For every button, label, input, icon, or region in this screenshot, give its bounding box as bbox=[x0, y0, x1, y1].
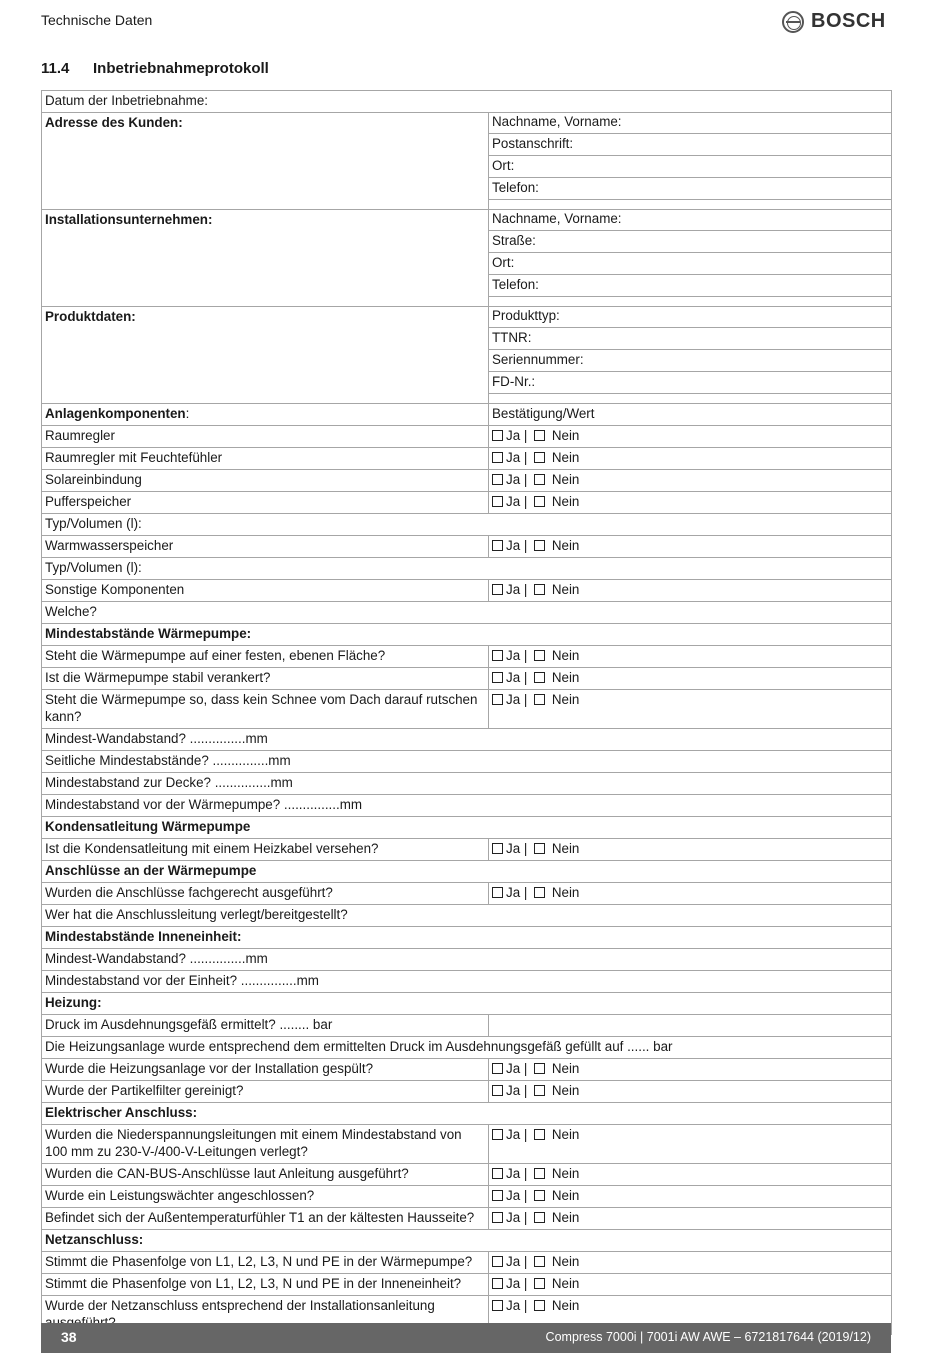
ja-label: Ja bbox=[506, 1276, 521, 1291]
ja-nein-options bbox=[489, 1208, 892, 1230]
question-label: Raumregler bbox=[42, 426, 489, 448]
produkt-fields bbox=[489, 307, 892, 404]
installateur-spacer bbox=[489, 297, 891, 306]
installateur-phone-field[interactable]: Telefon: bbox=[489, 275, 891, 297]
table-row bbox=[42, 668, 892, 690]
table-row bbox=[42, 751, 892, 773]
nein-label: Nein bbox=[551, 450, 580, 465]
nein-checkbox[interactable] bbox=[534, 1278, 545, 1289]
section-header: Mindestabstände Wärmepumpe: bbox=[42, 624, 892, 646]
nein-checkbox[interactable] bbox=[534, 540, 545, 551]
installateur-name-field[interactable]: Nachname, Vorname: bbox=[489, 210, 891, 231]
section-header: Kondensatleitung Wärmepumpe bbox=[42, 817, 892, 839]
question-label: Stimmt die Phasenfolge von L1, L2, L3, N und PE in der Wärmepumpe? bbox=[42, 1252, 489, 1274]
ja-label: Ja bbox=[506, 1061, 521, 1076]
kunde-address-field[interactable]: Postanschrift: bbox=[489, 134, 891, 156]
ja-checkbox[interactable] bbox=[492, 1278, 503, 1289]
table-row bbox=[42, 1208, 892, 1230]
question-label: Ist die Kondensatleitung mit einem Heizkabel versehen? bbox=[42, 839, 489, 861]
ja-label: Ja bbox=[506, 582, 521, 597]
fill-in-field[interactable]: Druck im Ausdehnungsgefäß ermittelt? ........ bar bbox=[42, 1015, 489, 1037]
ja-checkbox[interactable] bbox=[492, 1085, 503, 1096]
table-row-produkt bbox=[42, 307, 892, 404]
table-row bbox=[42, 1186, 892, 1208]
table-row bbox=[42, 729, 892, 751]
nein-label: Nein bbox=[551, 1276, 580, 1291]
option-separator: | bbox=[523, 692, 528, 707]
nein-checkbox[interactable] bbox=[534, 452, 545, 463]
ja-checkbox[interactable] bbox=[492, 694, 503, 705]
nein-label: Nein bbox=[551, 885, 580, 900]
table-row bbox=[42, 602, 892, 624]
section-header: Mindestabstände Inneneinheit: bbox=[42, 927, 892, 949]
option-separator: | bbox=[523, 1061, 528, 1076]
ja-label: Ja bbox=[506, 1166, 521, 1181]
nein-checkbox[interactable] bbox=[534, 1085, 545, 1096]
question-label: Wurde die Heizungsanlage vor der Installation gespült? bbox=[42, 1059, 489, 1081]
column-header-label-bold: Anlagenkomponenten bbox=[45, 406, 186, 421]
option-separator: | bbox=[523, 885, 528, 900]
empty-value-cell[interactable] bbox=[489, 1015, 892, 1037]
question-label: Pufferspeicher bbox=[42, 492, 489, 514]
option-separator: | bbox=[523, 1188, 528, 1203]
table-row bbox=[42, 883, 892, 905]
option-separator: | bbox=[523, 648, 528, 663]
fill-in-field[interactable]: Seitliche Mindestabstände? ...............mm bbox=[42, 751, 892, 773]
table-row bbox=[42, 795, 892, 817]
nein-label: Nein bbox=[551, 1298, 580, 1313]
ja-checkbox[interactable] bbox=[492, 474, 503, 485]
column-header-value: Bestätigung/Wert bbox=[489, 404, 892, 426]
option-separator: | bbox=[523, 538, 528, 553]
fill-in-field[interactable]: Wer hat die Anschlussleitung verlegt/bereitgestellt? bbox=[42, 905, 892, 927]
nein-checkbox[interactable] bbox=[534, 1168, 545, 1179]
produkt-ttnr-field[interactable]: TTNR: bbox=[489, 328, 891, 350]
nein-checkbox[interactable] bbox=[534, 496, 545, 507]
kunde-label: Adresse des Kunden: bbox=[42, 113, 489, 210]
ja-nein-options bbox=[489, 470, 892, 492]
nein-checkbox[interactable] bbox=[534, 672, 545, 683]
option-separator: | bbox=[523, 841, 528, 856]
table-row bbox=[42, 492, 892, 514]
kunde-city-field[interactable]: Ort: bbox=[489, 156, 891, 178]
table-row bbox=[42, 1059, 892, 1081]
kunde-name-field[interactable]: Nachname, Vorname: bbox=[489, 113, 891, 134]
nein-label: Nein bbox=[551, 670, 580, 685]
fill-in-field[interactable]: Mindestabstand vor der Einheit? ...............mm bbox=[42, 971, 892, 993]
question-label: Wurde ein Leistungswächter angeschlossen? bbox=[42, 1186, 489, 1208]
nein-label: Nein bbox=[551, 1127, 580, 1142]
option-separator: | bbox=[523, 670, 528, 685]
ja-nein-options bbox=[489, 536, 892, 558]
ja-checkbox[interactable] bbox=[492, 843, 503, 854]
brand-name: BOSCH bbox=[811, 10, 886, 32]
nein-checkbox[interactable] bbox=[534, 1129, 545, 1140]
table-row bbox=[42, 558, 892, 580]
kunde-phone-field[interactable]: Telefon: bbox=[489, 178, 891, 200]
nein-checkbox[interactable] bbox=[534, 843, 545, 854]
nein-checkbox[interactable] bbox=[534, 694, 545, 705]
section-header: Netzanschluss: bbox=[42, 1230, 892, 1252]
ja-label: Ja bbox=[506, 494, 521, 509]
table-row bbox=[42, 448, 892, 470]
nein-checkbox[interactable] bbox=[534, 1256, 545, 1267]
ja-nein-options bbox=[489, 448, 892, 470]
table-row-installateur bbox=[42, 210, 892, 307]
fill-in-field[interactable]: Typ/Volumen (l): bbox=[42, 514, 892, 536]
question-label: Wurden die Anschlüsse fachgerecht ausgeführt? bbox=[42, 883, 489, 905]
section-header: Heizung: bbox=[42, 993, 892, 1015]
ja-label: Ja bbox=[506, 428, 521, 443]
ja-nein-options bbox=[489, 492, 892, 514]
fill-in-field[interactable]: Welche? bbox=[42, 602, 892, 624]
question-label: Ist die Wärmepumpe stabil verankert? bbox=[42, 668, 489, 690]
page-footer bbox=[41, 1323, 891, 1353]
ja-label: Ja bbox=[506, 450, 521, 465]
question-label: Wurde der Partikelfilter gereinigt? bbox=[42, 1081, 489, 1103]
nein-label: Nein bbox=[551, 1061, 580, 1076]
nein-label: Nein bbox=[551, 1083, 580, 1098]
table-row bbox=[42, 773, 892, 795]
nein-checkbox[interactable] bbox=[534, 430, 545, 441]
table-row bbox=[42, 1037, 892, 1059]
table-row bbox=[42, 1230, 892, 1252]
fill-in-field[interactable]: Mindest-Wandabstand? ...............mm bbox=[42, 729, 892, 751]
ja-label: Ja bbox=[506, 692, 521, 707]
ja-nein-options bbox=[489, 646, 892, 668]
table-row bbox=[42, 971, 892, 993]
installateur-street-field[interactable]: Straße: bbox=[489, 231, 891, 253]
ja-checkbox[interactable] bbox=[492, 1256, 503, 1267]
table-row bbox=[42, 514, 892, 536]
nein-label: Nein bbox=[551, 538, 580, 553]
section-number: 11.4 bbox=[41, 60, 70, 77]
ja-label: Ja bbox=[506, 538, 521, 553]
ja-nein-options bbox=[489, 1125, 892, 1164]
ja-label: Ja bbox=[506, 1188, 521, 1203]
document-reference: Compress 7000i | 7001i AW AWE – 6721817644 (2019/12) bbox=[545, 1330, 871, 1344]
table-row bbox=[42, 690, 892, 729]
table-row bbox=[42, 861, 892, 883]
nein-label: Nein bbox=[551, 428, 580, 443]
question-label: Steht die Wärmepumpe so, dass kein Schnee vom Dach darauf rutschen kann? bbox=[42, 690, 489, 729]
table-row bbox=[42, 470, 892, 492]
ja-nein-options bbox=[489, 426, 892, 448]
option-separator: | bbox=[523, 1276, 528, 1291]
ja-nein-options bbox=[489, 1059, 892, 1081]
table-row bbox=[42, 993, 892, 1015]
brand-logo bbox=[782, 10, 886, 33]
ja-nein-options bbox=[489, 1186, 892, 1208]
ja-nein-options bbox=[489, 690, 892, 729]
nein-label: Nein bbox=[551, 1210, 580, 1225]
ja-nein-options bbox=[489, 883, 892, 905]
section-header: Elektrischer Anschluss: bbox=[42, 1103, 892, 1125]
ja-checkbox[interactable] bbox=[492, 672, 503, 683]
question-label: Befindet sich der Außentemperaturfühler T1 an der kältesten Hausseite? bbox=[42, 1208, 489, 1230]
option-separator: | bbox=[523, 472, 528, 487]
fill-in-field[interactable]: Mindest-Wandabstand? ...............mm bbox=[42, 949, 892, 971]
ja-checkbox[interactable] bbox=[492, 1190, 503, 1201]
running-header: Technische Daten bbox=[41, 12, 153, 28]
nein-checkbox[interactable] bbox=[534, 1212, 545, 1223]
page-number: 38 bbox=[61, 1329, 77, 1345]
ja-label: Ja bbox=[506, 472, 521, 487]
ja-checkbox[interactable] bbox=[492, 1300, 503, 1311]
table-row bbox=[42, 1125, 892, 1164]
fill-in-field[interactable]: Die Heizungsanlage wurde entsprechend dem ermittelten Druck im Ausdehnungsgefäß gefüllt auf ...... bar bbox=[42, 1037, 892, 1059]
table-row bbox=[42, 905, 892, 927]
ja-label: Ja bbox=[506, 1254, 521, 1269]
ja-nein-options bbox=[489, 1274, 892, 1296]
datum-field[interactable]: Datum der Inbetriebnahme: bbox=[42, 91, 892, 113]
ja-checkbox[interactable] bbox=[492, 540, 503, 551]
nein-label: Nein bbox=[551, 692, 580, 707]
kunde-fields bbox=[489, 113, 892, 210]
nein-label: Nein bbox=[551, 841, 580, 856]
question-label: Solareinbindung bbox=[42, 470, 489, 492]
section-title bbox=[41, 60, 269, 77]
nein-label: Nein bbox=[551, 648, 580, 663]
ja-nein-options bbox=[489, 839, 892, 861]
option-separator: | bbox=[523, 1254, 528, 1269]
nein-label: Nein bbox=[551, 1254, 580, 1269]
table-row bbox=[42, 1015, 892, 1037]
table-row bbox=[42, 927, 892, 949]
question-label: Wurde der Netzanschluss entsprechend der Installationsanleitung bbox=[42, 1296, 489, 1335]
kunde-spacer bbox=[489, 200, 891, 209]
table-row bbox=[42, 839, 892, 861]
option-separator: | bbox=[523, 450, 528, 465]
installateur-fields bbox=[489, 210, 892, 307]
question-label: Stimmt die Phasenfolge von L1, L2, L3, N und PE in der Inneneinheit? bbox=[42, 1274, 489, 1296]
option-separator: | bbox=[523, 1166, 528, 1181]
section-header: Anschlüsse an der Wärmepumpe bbox=[42, 861, 892, 883]
question-label: Wurden die Niederspannungsleitungen mit einem Mindestabstand von 100 mm zu 230-V-/400-V-Leitungen verlegt? bbox=[42, 1125, 489, 1164]
ja-label: Ja bbox=[506, 1298, 521, 1313]
ja-label: Ja bbox=[506, 648, 521, 663]
option-separator: | bbox=[523, 428, 528, 443]
nein-label: Nein bbox=[551, 1166, 580, 1181]
table-row bbox=[42, 949, 892, 971]
nein-label: Nein bbox=[551, 1188, 580, 1203]
produkt-serial-field[interactable]: Seriennummer: bbox=[489, 350, 891, 372]
table-row bbox=[42, 646, 892, 668]
ja-label: Ja bbox=[506, 670, 521, 685]
ja-label: Ja bbox=[506, 885, 521, 900]
ja-nein-options bbox=[489, 580, 892, 602]
ja-nein-options bbox=[489, 1252, 892, 1274]
ja-checkbox[interactable] bbox=[492, 650, 503, 661]
commissioning-protocol-table bbox=[41, 90, 892, 1335]
question-label: Wurden die CAN-BUS-Anschlüsse laut Anleitung ausgeführt? bbox=[42, 1164, 489, 1186]
column-header-label-suffix: : bbox=[185, 406, 190, 421]
produkt-fd-field[interactable]: FD-Nr.: bbox=[489, 372, 891, 394]
fill-in-field[interactable]: Typ/Volumen (l): bbox=[42, 558, 892, 580]
ja-nein-options bbox=[489, 668, 892, 690]
ja-checkbox[interactable] bbox=[492, 1129, 503, 1140]
ja-checkbox[interactable] bbox=[492, 452, 503, 463]
ja-label: Ja bbox=[506, 1127, 521, 1142]
bosch-armature-icon bbox=[782, 11, 804, 33]
nein-checkbox[interactable] bbox=[534, 1063, 545, 1074]
table-row bbox=[42, 91, 892, 113]
nein-label: Nein bbox=[551, 582, 580, 597]
table-row bbox=[42, 1081, 892, 1103]
ja-nein-options bbox=[489, 1081, 892, 1103]
installateur-label: Installationsunternehmen: bbox=[42, 210, 489, 307]
table-row-kunde bbox=[42, 113, 892, 210]
option-separator: | bbox=[523, 1127, 528, 1142]
table-row bbox=[42, 1103, 892, 1125]
nein-checkbox[interactable] bbox=[534, 584, 545, 595]
nein-checkbox[interactable] bbox=[534, 1300, 545, 1311]
table-row bbox=[42, 817, 892, 839]
table-row bbox=[42, 1274, 892, 1296]
table-row bbox=[42, 536, 892, 558]
produkt-type-field[interactable]: Produkttyp: bbox=[489, 307, 891, 328]
option-separator: | bbox=[523, 1210, 528, 1225]
table-row bbox=[42, 1252, 892, 1274]
nein-label: Nein bbox=[551, 472, 580, 487]
ja-nein-options bbox=[489, 1164, 892, 1186]
option-separator: | bbox=[523, 494, 528, 509]
produkt-label: Produktdaten: bbox=[42, 307, 489, 404]
option-separator: | bbox=[523, 1083, 528, 1098]
ja-checkbox[interactable] bbox=[492, 1212, 503, 1223]
nein-checkbox[interactable] bbox=[534, 474, 545, 485]
table-row bbox=[42, 426, 892, 448]
nein-checkbox[interactable] bbox=[534, 887, 545, 898]
section-heading: Inbetriebnahmeprotokoll bbox=[93, 60, 269, 77]
option-separator: | bbox=[523, 582, 528, 597]
question-label: Raumregler mit Feuchtefühler bbox=[42, 448, 489, 470]
nein-checkbox[interactable] bbox=[534, 650, 545, 661]
ja-label: Ja bbox=[506, 1083, 521, 1098]
table-row bbox=[42, 580, 892, 602]
nein-label: Nein bbox=[551, 494, 580, 509]
question-label: Warmwasserspeicher bbox=[42, 536, 489, 558]
question-label: Steht die Wärmepumpe auf einer festen, ebenen Fläche? bbox=[42, 646, 489, 668]
ja-checkbox[interactable] bbox=[492, 584, 503, 595]
fill-in-field[interactable]: Mindestabstand zur Decke? ...............mm bbox=[42, 773, 892, 795]
table-row bbox=[42, 1164, 892, 1186]
ja-checkbox[interactable] bbox=[492, 1168, 503, 1179]
ja-checkbox[interactable] bbox=[492, 1063, 503, 1074]
column-header-label bbox=[42, 404, 489, 426]
ja-checkbox[interactable] bbox=[492, 887, 503, 898]
question-label: Sonstige Komponenten bbox=[42, 580, 489, 602]
table-row bbox=[42, 404, 892, 426]
produkt-spacer bbox=[489, 394, 891, 403]
ja-label: Ja bbox=[506, 841, 521, 856]
option-separator: | bbox=[523, 1298, 528, 1313]
ja-label: Ja bbox=[506, 1210, 521, 1225]
nein-checkbox[interactable] bbox=[534, 1190, 545, 1201]
installateur-city-field[interactable]: Ort: bbox=[489, 253, 891, 275]
ja-checkbox[interactable] bbox=[492, 430, 503, 441]
fill-in-field[interactable]: Mindestabstand vor der Wärmepumpe? ...............mm bbox=[42, 795, 892, 817]
ja-checkbox[interactable] bbox=[492, 496, 503, 507]
table-row bbox=[42, 624, 892, 646]
